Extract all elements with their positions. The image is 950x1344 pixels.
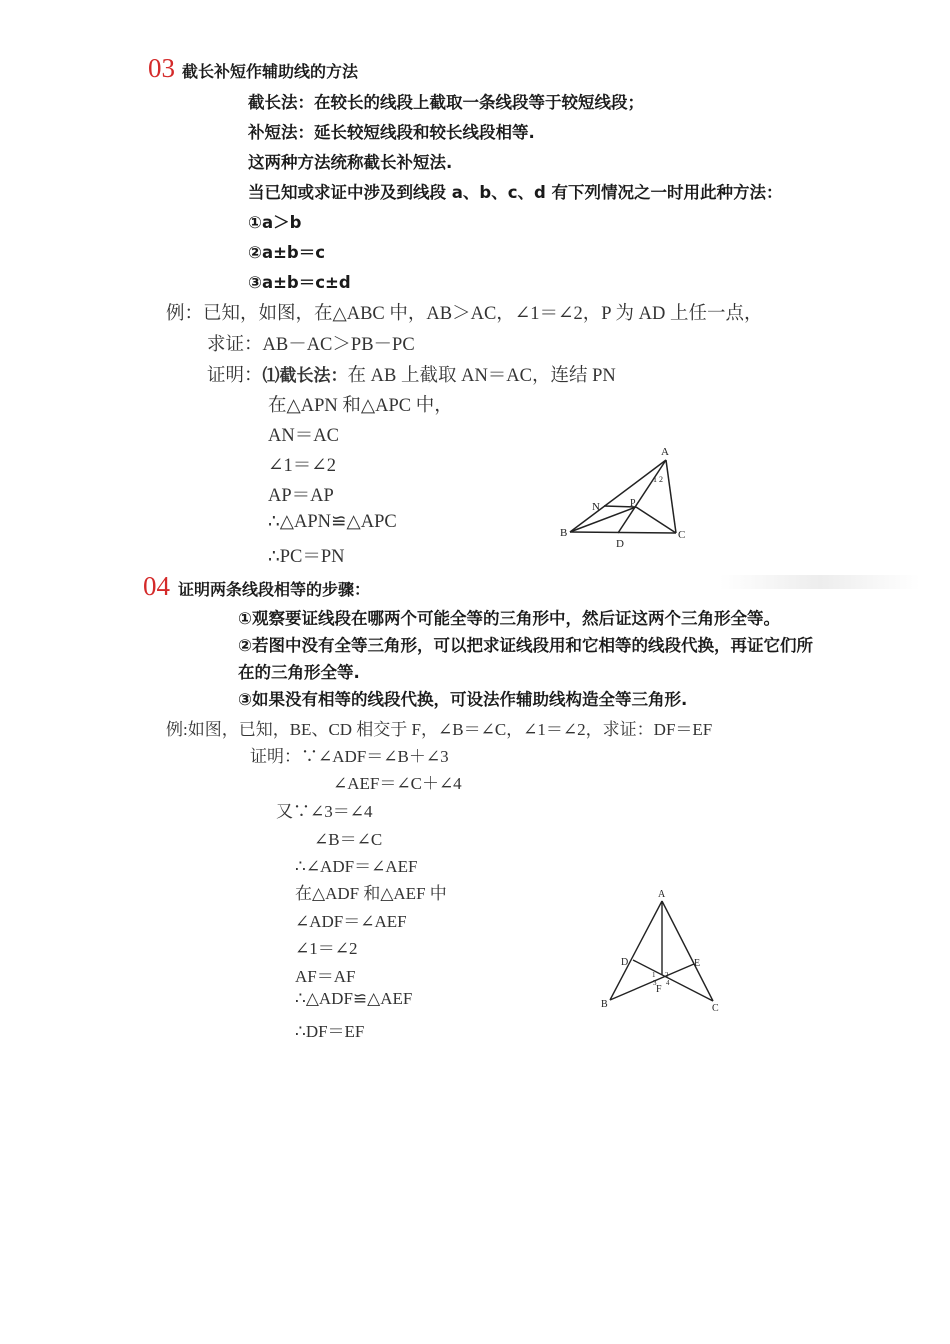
proof-step: ∠1＝∠2 xyxy=(268,456,337,476)
step-2: ②若图中没有全等三角形，可以把求证线段用和它相等的线段代换，再证它们所 xyxy=(238,636,813,655)
proof2-step: AF＝AF xyxy=(295,967,356,986)
condition-2: ②a±b＝c xyxy=(248,243,326,262)
label-E: E xyxy=(694,958,701,969)
proof2-step: ∠B＝∠C xyxy=(314,830,383,849)
label-angle-1: 1 xyxy=(652,971,656,979)
proof2-step: ∴DF＝EF xyxy=(295,1022,365,1041)
proof2-step: ∴△ADF≌△AEF xyxy=(295,989,413,1008)
section-number-04: 04 xyxy=(143,571,170,601)
example-prove: 求证：AB－AC＞PB－PC xyxy=(207,335,415,355)
label-angle-2: 2 xyxy=(659,475,663,484)
proof-step: ∴△APN≌△APC xyxy=(268,512,397,532)
triangle-figure-2 xyxy=(595,885,730,1020)
label-D: D xyxy=(621,957,629,968)
proof-step: AP＝AP xyxy=(268,486,334,506)
label-C: C xyxy=(678,529,686,541)
proof2-step: ∠1＝∠2 xyxy=(295,939,358,958)
label-C: C xyxy=(712,1003,719,1014)
method-cut-long: 截长法：在较长的线段上截取一条线段等于较短线段； xyxy=(248,93,644,112)
step-2-continued: 在的三角形全等. xyxy=(238,663,360,682)
proof2-step: 又∵∠3＝∠4 xyxy=(276,802,373,821)
step-3: ③如果没有相等的线段代换，可设法作辅助线构造全等三角形. xyxy=(238,690,688,709)
proof-step: ∴PC＝PN xyxy=(268,547,345,567)
label-D: D xyxy=(616,538,624,550)
label-A: A xyxy=(658,889,666,900)
proof-prefix: 证明： xyxy=(207,366,263,386)
step-1: ①观察要证线段在哪两个可能全等的三角形中，然后证这两个三角形全等。 xyxy=(238,609,780,628)
example-given: 例：已知，如图，在△ABC 中，AB＞AC，∠1＝∠2，P 为 AD 上任一点， xyxy=(166,304,763,324)
method-summary: 这两种方法统称截长补短法. xyxy=(248,153,453,172)
proof-step: AN＝AC xyxy=(268,426,339,446)
label-B: B xyxy=(560,527,568,539)
section-heading-04: 证明两条线段相等的步骤： xyxy=(178,580,371,599)
label-N: N xyxy=(592,501,600,513)
label-B: B xyxy=(601,999,608,1010)
proof-method: ⑴截长法： xyxy=(262,366,348,386)
label-F: F xyxy=(656,984,662,995)
proof2-step: 证明：∵∠ADF＝∠B＋∠3 xyxy=(250,747,449,766)
label-angle-3: 3 xyxy=(653,979,657,987)
example2-given: 例:如图，已知，BE、CD 相交于 F，∠B＝∠C，∠1＝∠2，求证：DF＝EF xyxy=(166,720,713,739)
section-heading-03: 截长补短作辅助线的方法 xyxy=(182,62,359,81)
proof-step: 在△APN 和△APC 中， xyxy=(268,396,453,416)
label-angle-4: 4 xyxy=(666,979,670,987)
condition-3: ③a±b＝c±d xyxy=(248,273,351,292)
proof-rest: 在 AB 上截取 AN＝AC，连结 PN xyxy=(347,366,616,386)
method-fill-short: 补短法：延长较短线段和较长线段相等. xyxy=(248,123,535,142)
label-angle-1: 1 xyxy=(653,475,657,484)
label-A: A xyxy=(661,446,669,458)
proof2-step: ∠AEF＝∠C＋∠4 xyxy=(333,774,462,793)
proof2-step: ∠ADF＝∠AEF xyxy=(295,912,407,931)
label-angle-2: 2 xyxy=(665,971,669,979)
scan-artifact xyxy=(720,575,920,589)
triangle-figure-1 xyxy=(540,440,710,555)
proof2-step: 在△ADF 和△AEF 中 xyxy=(295,884,447,903)
proof2-step: ∴∠ADF＝∠AEF xyxy=(295,857,418,876)
example-proof-line xyxy=(207,361,616,387)
condition-1: ①a＞b xyxy=(248,213,302,232)
section-number-03: 03 xyxy=(148,53,175,83)
label-P: P xyxy=(630,498,636,509)
method-conditions: 当已知或求证中涉及到线段 a、b、c、d 有下列情况之一时用此种方法： xyxy=(248,183,783,202)
